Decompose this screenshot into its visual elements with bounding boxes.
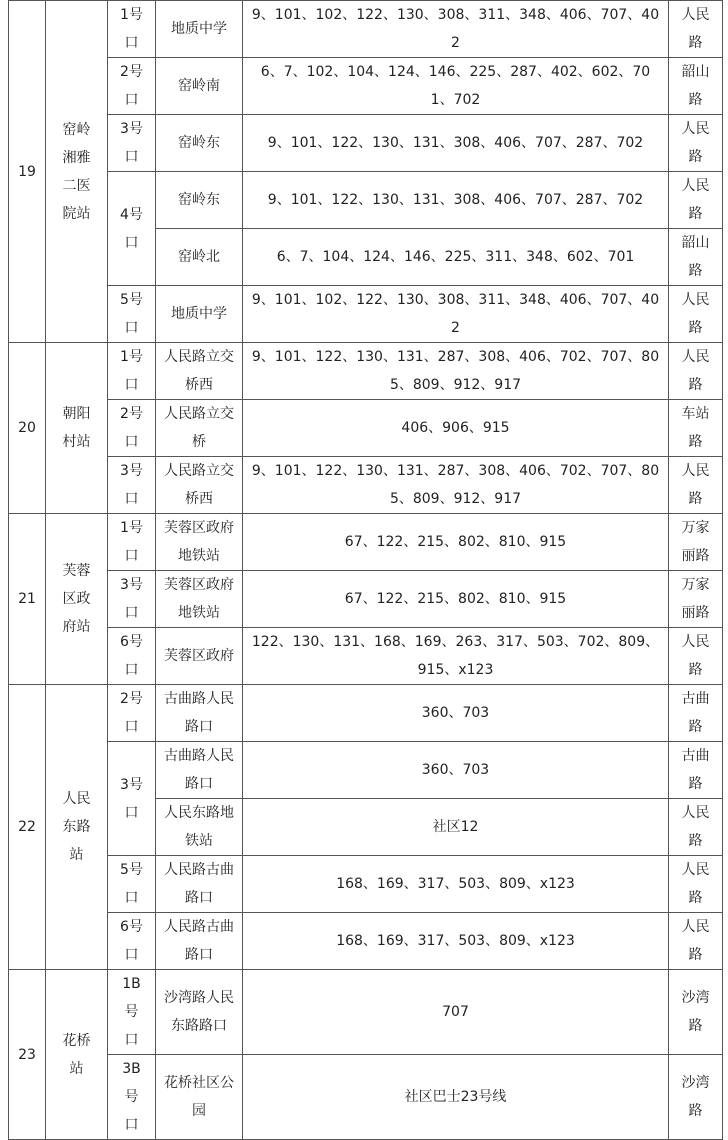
exit-label: 2号口 [108, 685, 156, 742]
bus-routes: 168、169、317、503、809、x123 [243, 856, 669, 913]
station-number: 23 [9, 970, 46, 1140]
station-name: 人民东路站 [46, 685, 108, 970]
exit-label: 1号口 [108, 514, 156, 571]
bus-stop-name: 人民路立交桥西 [156, 343, 243, 400]
exit-label: 3号口 [108, 457, 156, 514]
bus-routes: 122、130、131、168、169、263、317、503、702、809、915、x123 [243, 628, 669, 685]
road-name: 沙湾路 [669, 1055, 723, 1140]
bus-stop-name: 地质中学 [156, 1, 243, 58]
bus-transfer-table [8, 0, 723, 1140]
bus-routes: 9、101、102、122、130、308、311、348、406、707、402 [243, 286, 669, 343]
bus-routes: 168、169、317、503、809、x123 [243, 913, 669, 970]
bus-routes: 6、7、104、124、146、225、311、348、602、701 [243, 229, 669, 286]
exit-label: 1B号口 [108, 970, 156, 1055]
table-body [9, 1, 723, 1140]
table-row [9, 1055, 723, 1140]
exit-label: 3B号口 [108, 1055, 156, 1140]
exit-label: 3号口 [108, 742, 156, 856]
bus-stop-name: 人民东路地铁站 [156, 799, 243, 856]
bus-stop-name: 窑岭东 [156, 172, 243, 229]
bus-routes: 社区巴士23号线 [243, 1055, 669, 1140]
road-name: 人民路 [669, 628, 723, 685]
station-name: 朝阳村站 [46, 343, 108, 514]
station-name: 窑岭湘雅二医院站 [46, 1, 108, 343]
road-name: 人民路 [669, 115, 723, 172]
bus-stop-name: 芙蓉区政府地铁站 [156, 514, 243, 571]
table-row [9, 286, 723, 343]
bus-stop-name: 古曲路人民路口 [156, 742, 243, 799]
station-number: 20 [9, 343, 46, 514]
exit-label: 6号口 [108, 913, 156, 970]
exit-label: 3号口 [108, 571, 156, 628]
station-number: 21 [9, 514, 46, 685]
table-row [9, 115, 723, 172]
bus-routes: 707 [243, 970, 669, 1055]
bus-stop-name: 窑岭东 [156, 115, 243, 172]
station-name: 花桥站 [46, 970, 108, 1140]
table-row [9, 913, 723, 970]
road-name: 人民路 [669, 457, 723, 514]
table-row [9, 685, 723, 742]
road-name: 万家丽路 [669, 514, 723, 571]
bus-stop-name: 地质中学 [156, 286, 243, 343]
station-number: 19 [9, 1, 46, 343]
table-row [9, 514, 723, 571]
exit-label: 4号口 [108, 172, 156, 286]
table-row [9, 343, 723, 400]
table-row [9, 856, 723, 913]
bus-routes: 9、101、122、130、131、308、406、707、287、702 [243, 172, 669, 229]
bus-routes: 9、101、102、122、130、308、311、348、406、707、402 [243, 1, 669, 58]
table-row [9, 1, 723, 58]
bus-stop-name: 窑岭北 [156, 229, 243, 286]
bus-routes: 社区12 [243, 799, 669, 856]
bus-stop-name: 人民路立交桥西 [156, 457, 243, 514]
table-row [9, 457, 723, 514]
road-name: 人民路 [669, 1, 723, 58]
road-name: 古曲路 [669, 742, 723, 799]
bus-routes: 360、703 [243, 742, 669, 799]
road-name: 人民路 [669, 856, 723, 913]
table-row [9, 400, 723, 457]
exit-label: 3号口 [108, 115, 156, 172]
exit-label: 5号口 [108, 856, 156, 913]
bus-stop-name: 花桥社区公园 [156, 1055, 243, 1140]
bus-routes: 9、101、122、130、131、287、308、406、702、707、805、809、912、917 [243, 343, 669, 400]
road-name: 韶山路 [669, 229, 723, 286]
table-row [9, 58, 723, 115]
exit-label: 5号口 [108, 286, 156, 343]
road-name: 沙湾路 [669, 970, 723, 1055]
bus-routes: 9、101、122、130、131、308、406、707、287、702 [243, 115, 669, 172]
exit-label: 2号口 [108, 400, 156, 457]
table-row [9, 571, 723, 628]
bus-stop-name: 古曲路人民路口 [156, 685, 243, 742]
station-number: 22 [9, 685, 46, 970]
table-row [9, 172, 723, 229]
road-name: 人民路 [669, 343, 723, 400]
exit-label: 6号口 [108, 628, 156, 685]
bus-routes: 67、122、215、802、810、915 [243, 571, 669, 628]
road-name: 人民路 [669, 799, 723, 856]
road-name: 人民路 [669, 172, 723, 229]
road-name: 车站路 [669, 400, 723, 457]
exit-label: 1号口 [108, 1, 156, 58]
road-name: 人民路 [669, 913, 723, 970]
road-name: 古曲路 [669, 685, 723, 742]
bus-stop-name: 人民路立交桥 [156, 400, 243, 457]
bus-routes: 67、122、215、802、810、915 [243, 514, 669, 571]
station-name: 芙蓉区政府站 [46, 514, 108, 685]
bus-stop-name: 人民路古曲路口 [156, 913, 243, 970]
bus-routes: 9、101、122、130、131、287、308、406、702、707、805、809、912、917 [243, 457, 669, 514]
road-name: 万家丽路 [669, 571, 723, 628]
road-name: 韶山路 [669, 58, 723, 115]
table-row [9, 742, 723, 799]
road-name: 人民路 [669, 286, 723, 343]
bus-stop-name: 芙蓉区政府 [156, 628, 243, 685]
bus-routes: 6、7、102、104、124、146、225、287、402、602、701、702 [243, 58, 669, 115]
exit-label: 2号口 [108, 58, 156, 115]
exit-label: 1号口 [108, 343, 156, 400]
bus-routes: 360、703 [243, 685, 669, 742]
bus-stop-name: 沙湾路人民东路路口 [156, 970, 243, 1055]
table-row [9, 628, 723, 685]
bus-routes: 406、906、915 [243, 400, 669, 457]
table-row [9, 970, 723, 1055]
bus-transfer-table-region [8, 0, 722, 1133]
bus-stop-name: 芙蓉区政府地铁站 [156, 571, 243, 628]
bus-stop-name: 窑岭南 [156, 58, 243, 115]
bus-stop-name: 人民路古曲路口 [156, 856, 243, 913]
